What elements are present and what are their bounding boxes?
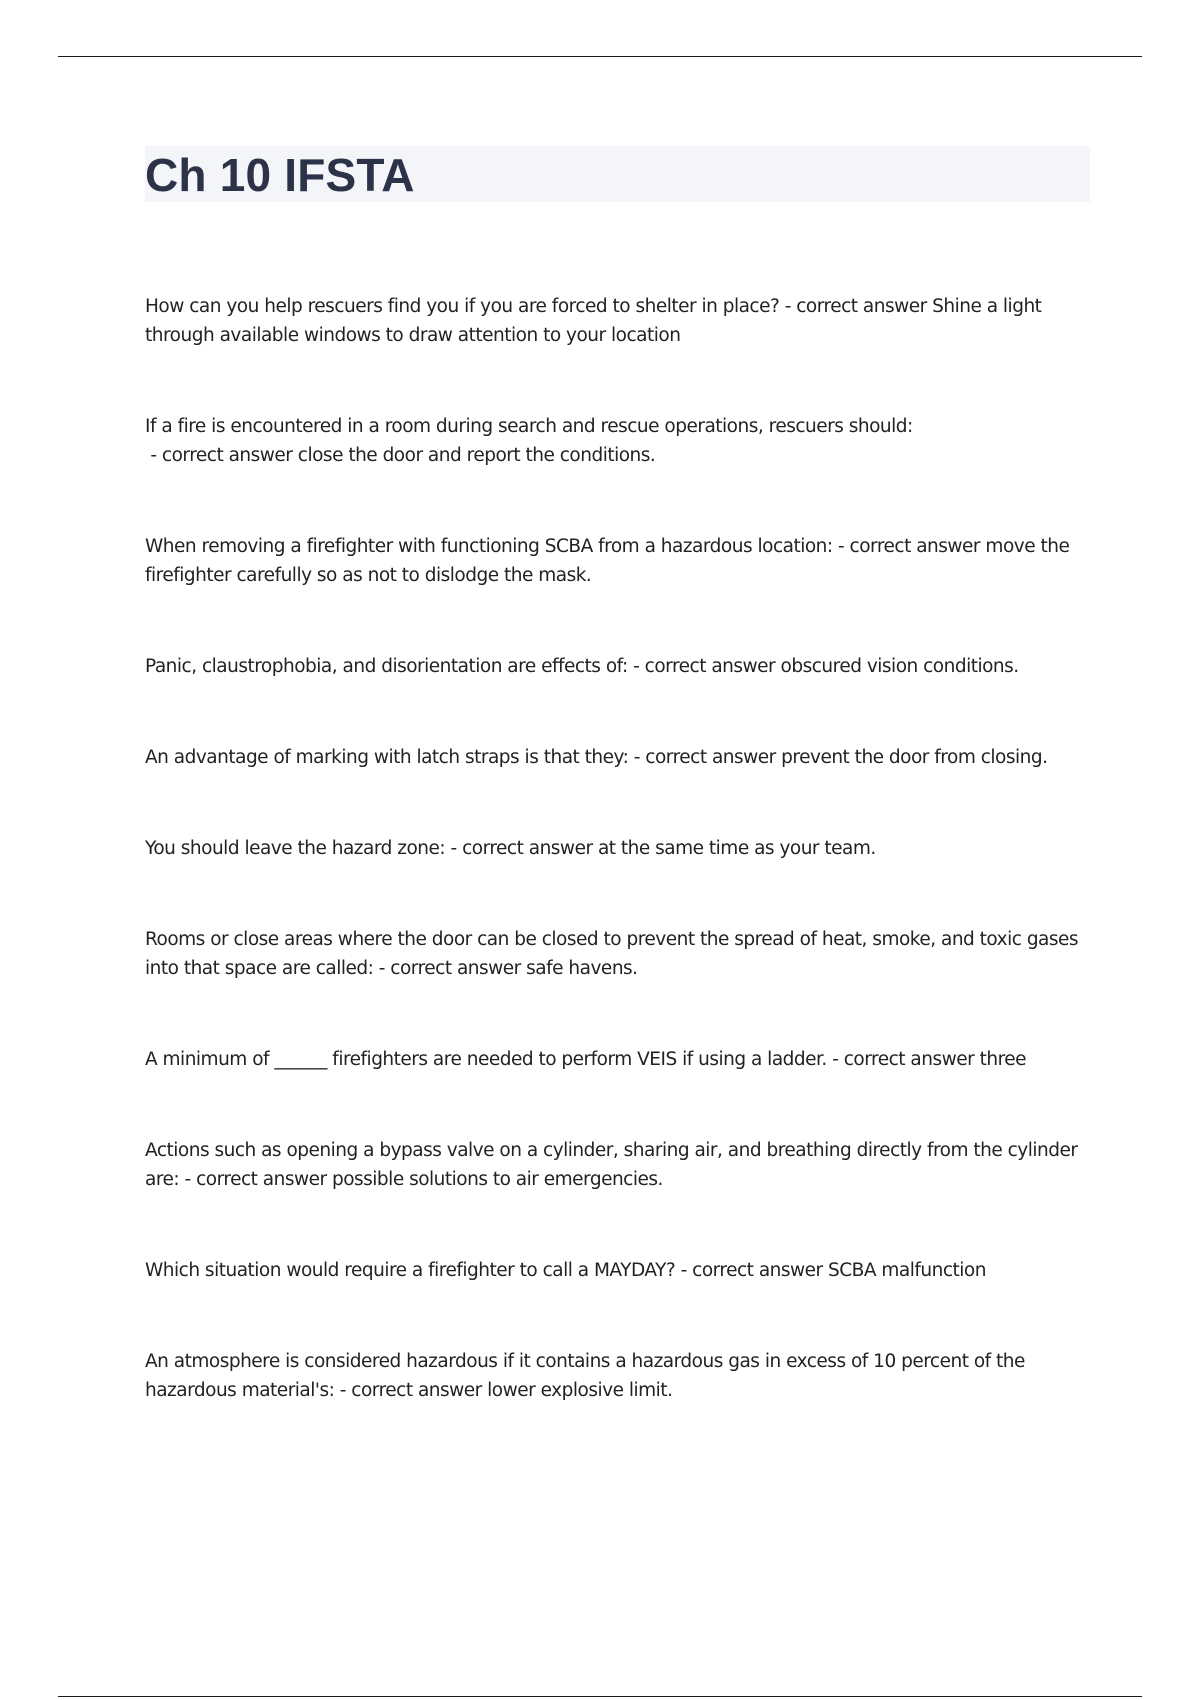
qa-item: [145, 834, 1095, 863]
answer-text: possible solutions to air emergencies.: [331, 1169, 663, 1190]
answer-text: obscured vision conditions.: [780, 656, 1019, 677]
qa-item: [145, 743, 1095, 772]
qa-item: [145, 925, 1095, 983]
question-text: If a fire is encountered in a room during search and rescue operations, rescuers should:: [145, 416, 913, 437]
qa-item: [145, 412, 1095, 470]
answer-separator: - correct answer: [627, 656, 781, 677]
qa-item: [145, 1347, 1095, 1405]
qa-item: [145, 532, 1095, 590]
answer-text: lower explosive limit.: [487, 1380, 673, 1401]
question-text: A minimum of ______ firefighters are needed to perform VEIS if using a ladder.: [145, 1049, 827, 1070]
answer-text: at the same time as your team.: [597, 838, 876, 859]
question-text: Rooms or close areas where the door can be closed to prevent the spread of heat, smoke, and toxic gases into that space are called:: [145, 929, 1079, 979]
question-text: Which situation would require a firefighter to call a MAYDAY?: [145, 1260, 676, 1281]
answer-separator: - correct answer: [334, 1380, 488, 1401]
answer-text: prevent the door from closing.: [781, 747, 1048, 768]
answer-separator: - correct answer: [675, 1260, 829, 1281]
question-text: When removing a firefighter with functioning SCBA from a hazardous location:: [145, 536, 833, 557]
answer-separator: - correct answer: [779, 296, 933, 317]
document-title: Ch 10 IFSTA: [145, 149, 415, 201]
qa-item: [145, 1045, 1095, 1074]
answer-separator: - correct answer: [826, 1049, 980, 1070]
qa-item: [145, 652, 1095, 681]
qa-list: [145, 292, 1095, 1467]
answer-separator: - correct answer: [373, 958, 527, 979]
answer-text: Shine a light through available windows to draw attention to your location: [145, 296, 1042, 346]
answer-separator: - correct answer: [832, 536, 986, 557]
answer-text: close the door and report the conditions.: [297, 445, 656, 466]
answer-text: move the firefighter carefully so as not to dislodge the mask.: [145, 536, 1070, 586]
answer-separator: - correct answer: [628, 747, 782, 768]
question-text: An advantage of marking with latch straps is that they:: [145, 747, 629, 768]
answer-text: SCBA malfunction: [828, 1260, 986, 1281]
answer-separator: - correct answer: [179, 1169, 332, 1190]
title-band: [145, 146, 1090, 202]
answer-text: three: [979, 1049, 1027, 1070]
question-text: An atmosphere is considered hazardous if it contains a hazardous gas in excess of 10 percent of the hazardous material's:: [145, 1351, 1025, 1401]
question-text: How can you help rescuers find you if you are forced to shelter in place?: [145, 296, 780, 317]
question-text: You should leave the hazard zone:: [145, 838, 446, 859]
question-text: Actions such as opening a bypass valve on a cylinder, sharing air, and breathing directly from the cylinder are:: [145, 1140, 1078, 1190]
answer-text: safe havens.: [526, 958, 638, 979]
bottom-rule: [58, 1696, 1142, 1697]
qa-item: [145, 292, 1095, 350]
qa-item: [145, 1136, 1095, 1194]
answer-separator: - correct answer: [145, 445, 298, 466]
question-text: Panic, claustrophobia, and disorientation are effects of:: [145, 656, 628, 677]
qa-item: [145, 1256, 1095, 1285]
top-rule: [58, 56, 1142, 57]
answer-separator: - correct answer: [445, 838, 598, 859]
